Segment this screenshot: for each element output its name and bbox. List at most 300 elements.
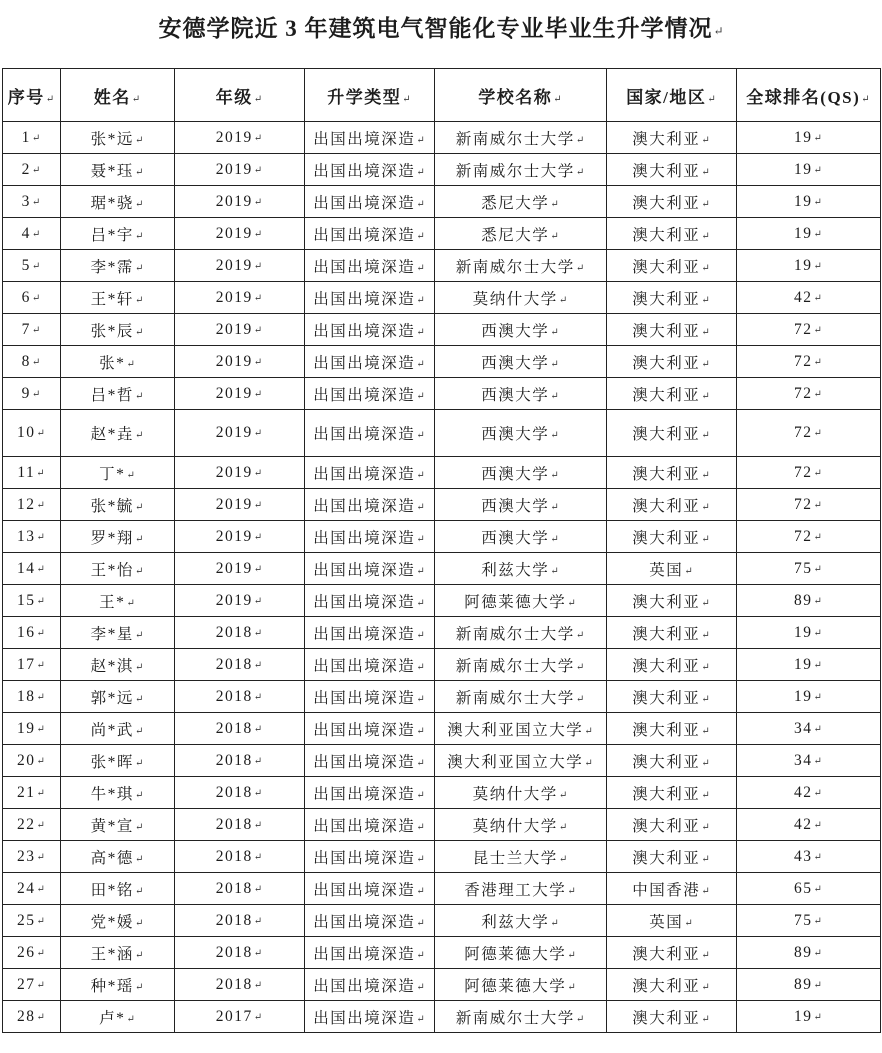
paragraph-mark: ↵	[567, 949, 576, 961]
cell-text: 尚*武	[90, 721, 134, 739]
cell-no	[2, 873, 60, 905]
paragraph-mark: ↵	[416, 230, 425, 242]
table-row	[2, 681, 880, 713]
cell-type	[304, 1001, 434, 1033]
cell-text: 新南威尔士大学	[455, 689, 575, 707]
cell-type	[304, 905, 434, 937]
column-header-year	[174, 69, 304, 122]
table-row	[2, 122, 880, 154]
cell-text: 2019	[215, 463, 253, 481]
cell-text: 中国香港	[632, 881, 701, 899]
cell-text: 莫纳什大学	[472, 785, 558, 803]
cell-text: 出国出境深造	[313, 945, 416, 963]
paragraph-mark: ↵	[701, 390, 710, 402]
cell-text: 5	[21, 256, 31, 274]
cell-text: 出国出境深造	[313, 258, 416, 276]
paragraph-mark: ↵	[253, 228, 263, 240]
cell-text: 2018	[215, 719, 253, 737]
cell-text: 出国出境深造	[313, 465, 416, 483]
paragraph-mark: ↵	[253, 292, 263, 304]
cell-rank	[736, 218, 880, 250]
cell-text: 19	[794, 192, 813, 210]
cell-text: 出国出境深造	[313, 194, 416, 212]
column-header-country	[606, 69, 736, 122]
cell-text: 2019	[215, 288, 253, 306]
cell-name	[60, 218, 174, 250]
cell-text: 王*怡	[90, 561, 134, 579]
cell-text: 阿德莱德大学	[464, 977, 567, 995]
cell-type	[304, 282, 434, 314]
cell-year	[174, 282, 304, 314]
paragraph-mark: ↵	[701, 1013, 710, 1025]
cell-text: 王*轩	[90, 290, 134, 308]
table-row	[2, 841, 880, 873]
paragraph-mark: ↵	[126, 1013, 135, 1025]
cell-text: 张*远	[90, 130, 134, 148]
cell-text: 16	[17, 623, 36, 641]
table-row	[2, 314, 880, 346]
cell-text: 利兹大学	[481, 913, 550, 931]
column-header-school	[434, 69, 606, 122]
cell-text: 卢*	[99, 1009, 126, 1027]
cell-country	[606, 873, 736, 905]
cell-name	[60, 1001, 174, 1033]
cell-text: 高*德	[90, 849, 134, 867]
cell-text: 出国出境深造	[313, 689, 416, 707]
paragraph-mark: ↵	[550, 565, 559, 577]
paragraph-mark: ↵	[253, 324, 263, 336]
cell-type	[304, 489, 434, 521]
cell-school	[434, 969, 606, 1001]
cell-text: 出国出境深造	[313, 386, 416, 404]
paragraph-mark: ↵	[701, 134, 710, 146]
cell-year	[174, 585, 304, 617]
cell-rank	[736, 809, 880, 841]
cell-text: 19	[794, 687, 813, 705]
cell-rank	[736, 154, 880, 186]
header-row	[2, 69, 880, 122]
cell-country	[606, 1001, 736, 1033]
paragraph-mark: ↵	[701, 821, 710, 833]
cell-rank	[736, 745, 880, 777]
table-row	[2, 713, 880, 745]
paragraph-mark: ↵	[813, 979, 822, 991]
cell-no	[2, 617, 60, 649]
cell-rank	[736, 873, 880, 905]
paragraph-mark: ↵	[701, 262, 710, 274]
paragraph-mark: ↵	[31, 356, 41, 368]
cell-text: 出国出境深造	[313, 881, 416, 899]
paragraph-mark: ↵	[31, 388, 41, 400]
cell-text: 23	[17, 847, 36, 865]
paragraph-mark: ↵	[813, 723, 822, 735]
cell-year	[174, 1001, 304, 1033]
cell-text: 3	[21, 192, 31, 210]
cell-type	[304, 154, 434, 186]
cell-text: 出国出境深造	[313, 977, 416, 995]
table-row	[2, 410, 880, 457]
cell-type	[304, 457, 434, 489]
cell-text: 澳大利亚	[632, 354, 701, 372]
cell-text: 出国出境深造	[313, 354, 416, 372]
paragraph-mark: ↵	[813, 356, 822, 368]
cell-type	[304, 969, 434, 1001]
paragraph-mark: ↵	[253, 93, 263, 105]
cell-text: 2019	[215, 384, 253, 402]
cell-text: 吕*宇	[90, 226, 134, 244]
cell-text: 赵*垚	[90, 426, 134, 443]
paragraph-mark: ↵	[36, 851, 45, 863]
paragraph-mark: ↵	[567, 981, 576, 993]
cell-rank	[736, 617, 880, 649]
cell-type	[304, 250, 434, 282]
paragraph-mark: ↵	[134, 981, 144, 993]
paragraph-mark: ↵	[416, 757, 425, 769]
paragraph-mark: ↵	[553, 93, 562, 105]
cell-text: 18	[17, 687, 36, 705]
cell-name	[60, 873, 174, 905]
cell-text: 24	[17, 879, 36, 897]
cell-rank	[736, 186, 880, 218]
paragraph-mark: ↵	[575, 1013, 585, 1025]
cell-text: 2018	[215, 783, 253, 801]
paragraph-mark: ↵	[31, 132, 41, 144]
paragraph-mark: ↵	[813, 947, 822, 959]
cell-text: 89	[794, 975, 813, 993]
cell-rank	[736, 585, 880, 617]
paragraph-mark: ↵	[31, 292, 41, 304]
paragraph-mark: ↵	[416, 326, 425, 338]
cell-text: 王*涵	[90, 945, 134, 963]
paragraph-mark: ↵	[253, 691, 263, 703]
cell-country	[606, 905, 736, 937]
cell-text: 2019	[215, 192, 253, 210]
cell-text: 西澳大学	[481, 386, 550, 404]
cell-school	[434, 250, 606, 282]
cell-text: 出国出境深造	[313, 226, 416, 244]
cell-text: 2018	[215, 943, 253, 961]
cell-text: 19	[794, 655, 813, 673]
cell-text: 34	[794, 719, 813, 737]
paragraph-mark: ↵	[813, 819, 822, 831]
table-row	[2, 218, 880, 250]
cell-text: 琚*骁	[90, 194, 134, 212]
cell-country	[606, 378, 736, 410]
paragraph-mark: ↵	[36, 428, 45, 439]
cell-type	[304, 122, 434, 154]
cell-school	[434, 745, 606, 777]
paragraph-mark: ↵	[701, 326, 710, 338]
cell-no	[2, 521, 60, 553]
cell-no	[2, 122, 60, 154]
cell-text: 43	[794, 847, 813, 865]
cell-text: 2018	[215, 751, 253, 769]
paragraph-mark: ↵	[575, 629, 585, 641]
cell-name	[60, 745, 174, 777]
cell-text: 丁*	[99, 465, 126, 483]
cell-year	[174, 873, 304, 905]
cell-name	[60, 250, 174, 282]
cell-type	[304, 521, 434, 553]
paragraph-mark: ↵	[416, 198, 425, 210]
cell-school	[434, 713, 606, 745]
paragraph-mark: ↵	[575, 134, 585, 146]
cell-text: 西澳大学	[481, 529, 550, 547]
paragraph-mark: ↵	[36, 627, 45, 639]
cell-text: 65	[794, 879, 813, 897]
cell-rank	[736, 410, 880, 457]
paragraph-mark: ↵	[713, 24, 724, 38]
paragraph-mark: ↵	[253, 883, 263, 895]
paragraph-mark: ↵	[134, 533, 144, 545]
cell-text: 2018	[215, 815, 253, 833]
cell-text: 澳大利亚	[632, 785, 701, 803]
cell-text: 田*铭	[90, 881, 134, 899]
cell-text: 西澳大学	[481, 497, 550, 515]
cell-text: 出国出境深造	[313, 322, 416, 340]
table-row	[2, 186, 880, 218]
paragraph-mark: ↵	[701, 430, 710, 441]
cell-text: 75	[794, 559, 813, 577]
cell-year	[174, 346, 304, 378]
paragraph-mark: ↵	[134, 134, 144, 146]
cell-text: 42	[794, 815, 813, 833]
cell-text: 22	[17, 815, 36, 833]
paragraph-mark: ↵	[253, 819, 263, 831]
paragraph-mark: ↵	[416, 166, 425, 178]
cell-year	[174, 553, 304, 585]
cell-type	[304, 585, 434, 617]
cell-country	[606, 154, 736, 186]
cell-no	[2, 154, 60, 186]
paragraph-mark: ↵	[36, 947, 45, 959]
cell-rank	[736, 314, 880, 346]
paragraph-mark: ↵	[550, 501, 559, 513]
cell-rank	[736, 250, 880, 282]
cell-year	[174, 521, 304, 553]
cell-text: 2019	[215, 495, 253, 513]
cell-year	[174, 218, 304, 250]
cell-text: 西澳大学	[481, 465, 550, 483]
paragraph-mark: ↵	[701, 789, 710, 801]
cell-no	[2, 218, 60, 250]
paragraph-mark: ↵	[253, 979, 263, 991]
cell-text: 2019	[215, 224, 253, 242]
cell-year	[174, 649, 304, 681]
cell-no	[2, 585, 60, 617]
cell-rank	[736, 777, 880, 809]
cell-text: 19	[794, 128, 813, 146]
cell-school	[434, 218, 606, 250]
cell-text: 澳大利亚	[632, 977, 701, 995]
paragraph-mark: ↵	[813, 627, 822, 639]
cell-text: 澳大利亚	[632, 625, 701, 643]
cell-year	[174, 457, 304, 489]
paragraph-mark: ↵	[134, 693, 144, 705]
paragraph-mark: ↵	[36, 595, 45, 607]
cell-text: 新南威尔士大学	[455, 625, 575, 643]
cell-year	[174, 250, 304, 282]
cell-name	[60, 905, 174, 937]
cell-text: 悉尼大学	[481, 226, 550, 244]
paragraph-mark: ↵	[684, 917, 693, 929]
cell-school	[434, 553, 606, 585]
paragraph-mark: ↵	[416, 789, 425, 801]
cell-type	[304, 218, 434, 250]
paragraph-mark: ↵	[416, 981, 425, 993]
cell-text: 2019	[215, 256, 253, 274]
table-row	[2, 346, 880, 378]
table-row	[2, 937, 880, 969]
paragraph-mark: ↵	[701, 597, 710, 609]
cell-text: 澳大利亚	[632, 657, 701, 675]
cell-name	[60, 681, 174, 713]
table-row	[2, 154, 880, 186]
cell-text: 20	[17, 751, 36, 769]
cell-name	[60, 649, 174, 681]
cell-name	[60, 122, 174, 154]
table-header	[2, 69, 880, 122]
paragraph-mark: ↵	[416, 430, 425, 441]
header-label: 序号	[7, 87, 45, 107]
cell-text: 72	[794, 527, 813, 545]
paragraph-mark: ↵	[813, 428, 822, 439]
cell-text: 罗*翔	[90, 529, 134, 547]
paragraph-mark: ↵	[126, 358, 135, 370]
cell-no	[2, 681, 60, 713]
cell-year	[174, 905, 304, 937]
cell-text: 17	[17, 655, 36, 673]
paragraph-mark: ↵	[813, 531, 822, 543]
cell-text: 郭*远	[90, 689, 134, 707]
cell-text: 张*	[99, 354, 126, 372]
paragraph-mark: ↵	[36, 659, 45, 671]
cell-rank	[736, 553, 880, 585]
paragraph-mark: ↵	[126, 469, 135, 481]
table-row	[2, 649, 880, 681]
cell-school	[434, 681, 606, 713]
cell-type	[304, 346, 434, 378]
cell-text: 1	[21, 128, 31, 146]
paragraph-mark: ↵	[253, 1011, 263, 1023]
paragraph-mark: ↵	[253, 467, 263, 479]
cell-no	[2, 489, 60, 521]
paragraph-mark: ↵	[813, 228, 822, 240]
cell-text: 阿德莱德大学	[464, 593, 567, 611]
cell-text: 牛*琪	[90, 785, 134, 803]
paragraph-mark: ↵	[134, 390, 144, 402]
cell-text: 2018	[215, 911, 253, 929]
paragraph-mark: ↵	[550, 533, 559, 545]
paragraph-mark: ↵	[36, 755, 45, 767]
cell-text: 2017	[215, 1007, 253, 1025]
cell-text: 昆士兰大学	[472, 849, 558, 867]
paragraph-mark: ↵	[416, 134, 425, 146]
cell-text: 出国出境深造	[313, 497, 416, 515]
cell-rank	[736, 649, 880, 681]
cell-country	[606, 346, 736, 378]
cell-country	[606, 410, 736, 457]
cell-text: 西澳大学	[481, 354, 550, 372]
cell-rank	[736, 282, 880, 314]
paragraph-mark: ↵	[134, 430, 144, 441]
cell-no	[2, 410, 60, 457]
cell-country	[606, 649, 736, 681]
paragraph-mark: ↵	[134, 294, 144, 306]
cell-type	[304, 378, 434, 410]
paragraph-mark: ↵	[31, 196, 41, 208]
paragraph-mark: ↵	[416, 853, 425, 865]
cell-text: 澳大利亚国立大学	[447, 721, 584, 739]
paragraph-mark: ↵	[813, 467, 822, 479]
paragraph-mark: ↵	[701, 198, 710, 210]
paragraph-mark: ↵	[701, 693, 710, 705]
paragraph-mark: ↵	[31, 228, 41, 240]
header-label: 升学类型	[327, 87, 402, 107]
paragraph-mark: ↵	[36, 819, 45, 831]
cell-text: 出国出境深造	[313, 753, 416, 771]
cell-name	[60, 969, 174, 1001]
cell-rank	[736, 841, 880, 873]
paragraph-mark: ↵	[45, 93, 55, 105]
paragraph-mark: ↵	[813, 691, 822, 703]
paragraph-mark: ↵	[813, 499, 822, 511]
paragraph-mark: ↵	[253, 627, 263, 639]
paragraph-mark: ↵	[813, 883, 822, 895]
cell-text: 2019	[215, 527, 253, 545]
column-header-rank	[736, 69, 880, 122]
cell-text: 澳大利亚	[632, 426, 701, 443]
cell-text: 澳大利亚	[632, 130, 701, 148]
column-header-name	[60, 69, 174, 122]
cell-text: 19	[794, 623, 813, 641]
header-label: 国家/地区	[626, 87, 707, 107]
paragraph-mark: ↵	[36, 1011, 45, 1023]
cell-school	[434, 617, 606, 649]
cell-school	[434, 457, 606, 489]
paragraph-mark: ↵	[253, 851, 263, 863]
cell-text: 澳大利亚	[632, 290, 701, 308]
header-label: 学校名称	[478, 87, 553, 107]
cell-no	[2, 649, 60, 681]
paragraph-mark: ↵	[701, 885, 710, 897]
cell-no	[2, 250, 60, 282]
column-header-type	[304, 69, 434, 122]
admissions-table	[2, 68, 881, 1033]
cell-text: 2018	[215, 687, 253, 705]
cell-text: 澳大利亚	[632, 386, 701, 404]
cell-rank	[736, 937, 880, 969]
cell-country	[606, 553, 736, 585]
cell-text: 89	[794, 591, 813, 609]
paragraph-mark: ↵	[584, 725, 593, 737]
cell-rank	[736, 489, 880, 521]
cell-country	[606, 122, 736, 154]
paragraph-mark: ↵	[416, 885, 425, 897]
paragraph-mark: ↵	[550, 917, 559, 929]
cell-text: 72	[794, 320, 813, 338]
page-title	[0, 14, 882, 46]
paragraph-mark: ↵	[31, 164, 41, 176]
cell-year	[174, 378, 304, 410]
paragraph-mark: ↵	[416, 725, 425, 737]
cell-text: 19	[794, 1007, 813, 1025]
cell-type	[304, 841, 434, 873]
paragraph-mark: ↵	[134, 166, 144, 178]
cell-name	[60, 841, 174, 873]
paragraph-mark: ↵	[134, 230, 144, 242]
cell-country	[606, 937, 736, 969]
